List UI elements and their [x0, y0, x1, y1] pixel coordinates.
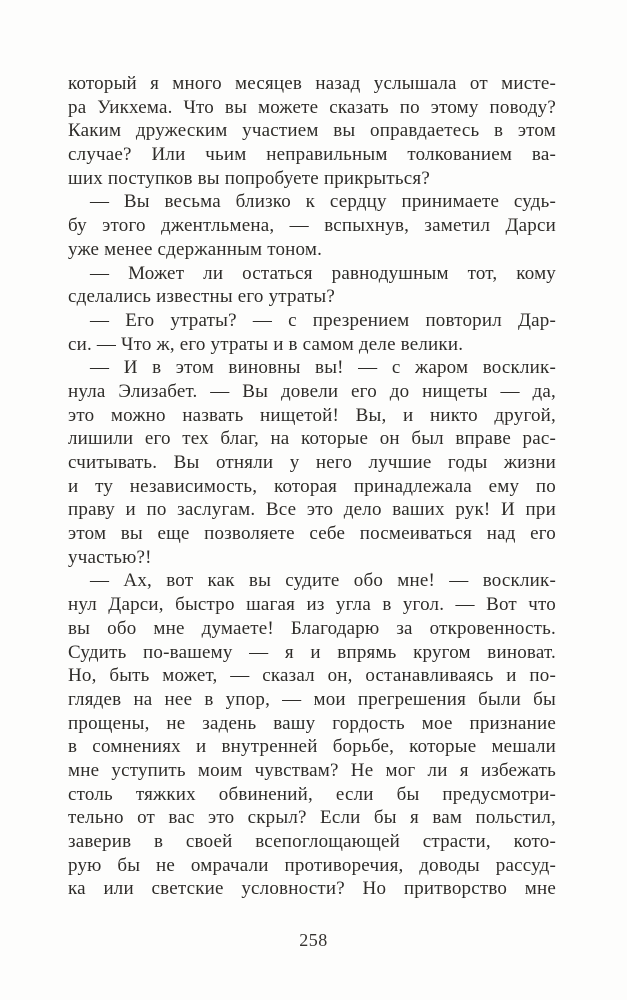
page-number: 258	[299, 930, 328, 950]
text-line: — Его утраты? — с презрением повторил Дар-	[90, 309, 556, 331]
text-line: глядев на нее в упор, — мои прегрешения были бы	[68, 688, 556, 710]
text-line: прощены, не задень вашу гордость мое признание	[68, 712, 556, 734]
paragraph	[68, 569, 556, 901]
text-line: праву и по заслугам. Все это дело ваших рук! И при	[68, 499, 556, 521]
text-line: нула Элизабет. — Вы довели его до нищеты — да,	[68, 380, 556, 402]
text-line: нул Дарси, быстро шагая из угла в угол. — Вот что	[68, 594, 556, 616]
text-line: рую бы не омрачали противоречия, доводы рассуд-	[68, 854, 556, 876]
paragraph	[68, 190, 556, 261]
text-line: в сомнениях и внутренней борьбе, которые мешали	[68, 736, 556, 758]
text-line: — И в этом виновны вы! — с жаром восклик-	[90, 357, 556, 379]
text-line: столь тяжких обвинений, если бы предусмотри-	[68, 783, 556, 805]
text-line: случае? Или чьим неправильным толкованием ва-	[68, 144, 556, 166]
text-line: тельно от вас это скрыл? Если бы я вам польстил,	[68, 807, 556, 829]
text-line: Судить по-вашему — я и впрямь кругом виноват.	[68, 641, 556, 663]
text-line: это можно назвать нищетой! Вы, и никто другой,	[68, 404, 556, 426]
text-line: ра Уикхема. Что вы можете сказать по этому поводу?	[68, 96, 556, 118]
text-line: этом вы еще позволяете себе посмеиваться над его	[68, 523, 556, 545]
text-line: — Может ли остаться равнодушным тот, кому	[90, 262, 556, 284]
text-line: мне уступить моим чувствам? Не мог ли я избежать	[68, 759, 556, 781]
text-line: сделались известны его утраты?	[68, 286, 335, 308]
text-line: ших поступков вы попробуете прикрыться?	[68, 167, 430, 189]
text-line: лишили его тех благ, на которые он был вправе рас-	[68, 428, 556, 450]
text-line: участью?!	[68, 546, 152, 568]
paragraph	[68, 262, 556, 309]
text-line: вы обо мне думаете! Благодарю за откровенность.	[68, 617, 556, 639]
text-line: который я много месяцев назад услышала от мисте-	[68, 73, 556, 94]
text-line: и ту независимость, которая принадлежала ему по	[68, 475, 556, 497]
page-text	[68, 72, 556, 901]
text-line: бу этого джентльмена, — вспыхнув, заметил Дарси	[68, 215, 556, 237]
text-line: си. — Что ж, его утраты и в самом деле велики.	[68, 333, 464, 355]
text-line: уже менее сдержанным тоном.	[68, 238, 323, 260]
text-line: Но, быть может, — сказал он, останавливаясь и по-	[68, 665, 556, 687]
text-line: ка или светские условности? Но притворство мне	[68, 878, 556, 900]
text-line: Каким дружеским участием вы оправдаетесь в этом	[68, 120, 556, 142]
paragraph	[68, 309, 556, 356]
paragraph	[68, 72, 556, 190]
text-line: — Ах, вот как вы судите обо мне! — восклик-	[90, 570, 556, 592]
text-line: считывать. Вы отняли у него лучшие годы жизни	[68, 452, 556, 473]
text-line: — Вы весьма близко к сердцу принимаете судь-	[90, 191, 556, 213]
paragraph	[68, 356, 556, 569]
text-line: заверив в своей всепоглощающей страсти, кото-	[68, 831, 556, 852]
